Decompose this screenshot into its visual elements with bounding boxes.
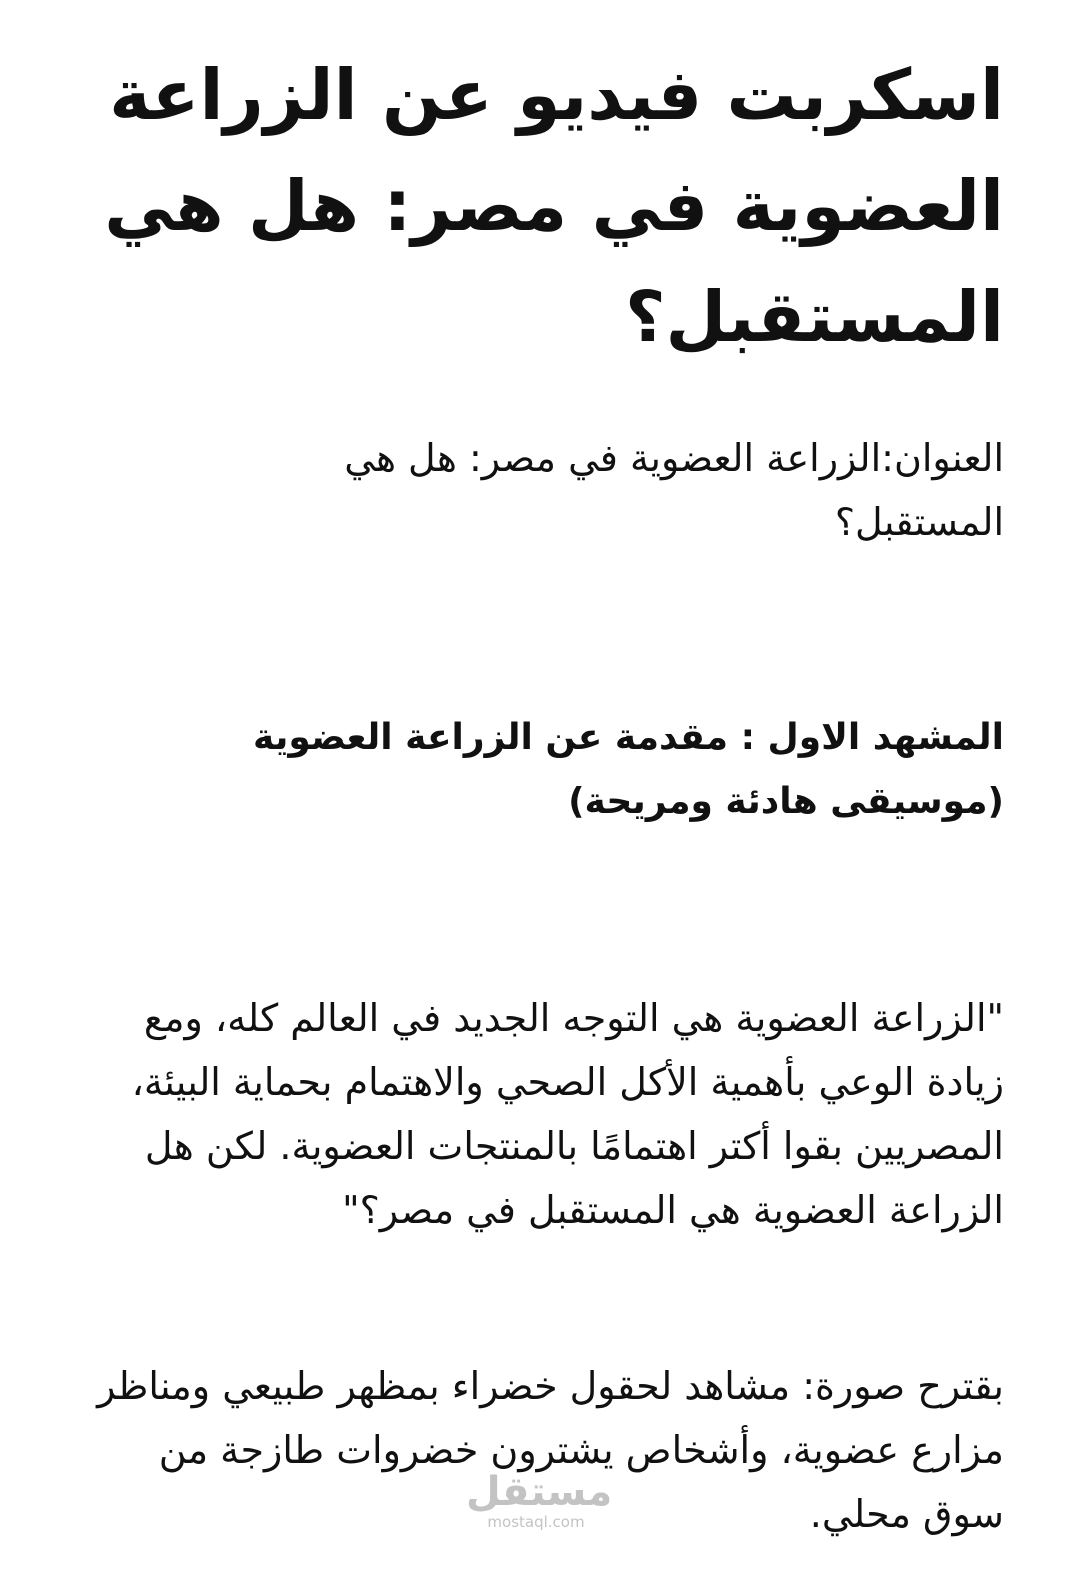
scene-heading: المشهد الاول : مقدمة عن الزراعة العضوية (موسيقى هادئة ومريحة) — [253, 717, 1004, 822]
narration-quote: "الزراعة العضوية هي التوجه الجديد في العالم كله، ومع زيادة الوعي بأهمية الأكل الصحي والاهتمام بحماية البيئة، المصريين بقوا أكتر اهتمامًا بالمنتجات العضوية. لكن هل الزراعة العضوية هي المستقبل في مصر؟" — [131, 996, 1004, 1232]
image-suggestion: بقترح صورة: مشاهد لحقول خضراء بمظهر طبيعي ومناظر مزارع عضوية، وأشخاص يشترون خضروات طازجة من سوق محلي. — [97, 1364, 1004, 1536]
page-title: اسكربت فيديو عن الزراعة العضوية في مصر: هل هي المستقبل؟ — [104, 54, 1004, 358]
watermark-latin: mostaql.com — [487, 1513, 585, 1531]
subtitle-line: العنوان:الزراعة العضوية في مصر: هل هي المستقبل؟ — [344, 436, 1004, 544]
watermark-arabic: مستقل — [466, 1469, 613, 1515]
